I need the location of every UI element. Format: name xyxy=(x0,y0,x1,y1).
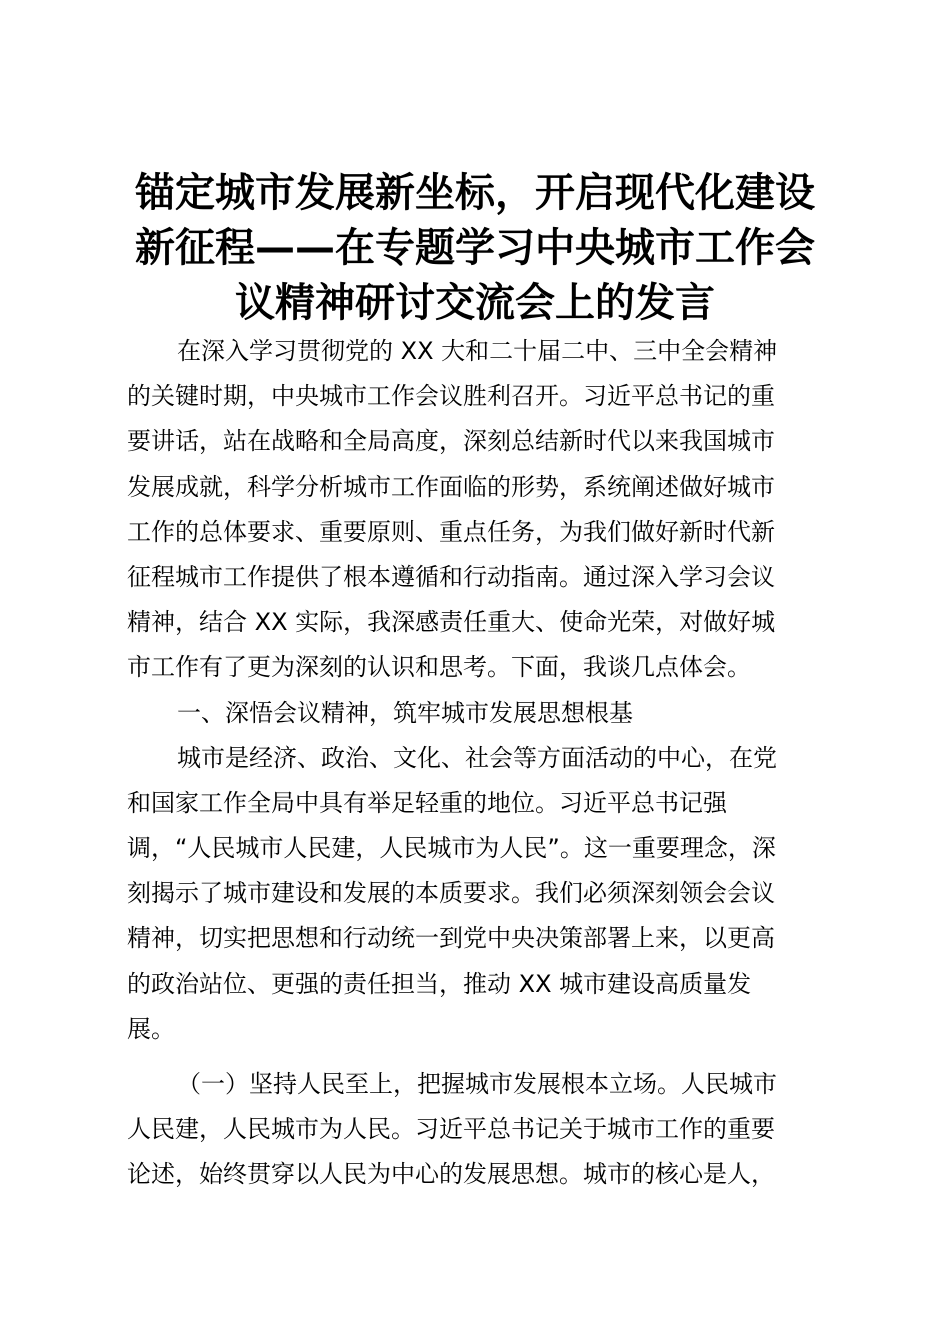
paragraph-line: 人民建，人民城市为人民。习近平总书记关于城市工作的重要 xyxy=(127,1115,775,1144)
paragraph-line: 工作的总体要求、重要原则、重点任务，为我们做好新时代新 xyxy=(127,517,775,546)
title-line-3: 议精神研讨交流会上的发言 xyxy=(235,280,715,326)
document-body xyxy=(127,329,827,1198)
paragraph-line: 城市是经济、政治、文化、社会等方面活动的中心，在党 xyxy=(177,743,777,772)
paragraph-line: 和国家工作全局中具有举足轻重的地位。习近平总书记强 xyxy=(127,788,727,817)
paragraph-line: 展。 xyxy=(127,1014,175,1043)
title-line-1: 锚定城市发展新坐标，开启现代化建设 xyxy=(135,170,815,216)
section-heading-text: 一、深悟会议精神，筑牢城市发展思想根基 xyxy=(177,698,633,727)
paragraph-subsection-1 xyxy=(127,1062,827,1198)
paragraph-line: 精神，切实把思想和行动统一到党中央决策部署上来，以更高 xyxy=(127,924,775,953)
section-heading-1 xyxy=(127,691,827,736)
title-line-2: 新征程——在专题学习中央城市工作会 xyxy=(135,225,815,271)
paragraph-line: 精神，结合 XX 实际，我深感责任重大、使命光荣，对做好城 xyxy=(127,608,776,637)
paragraph-line: 在深入学习贯彻党的 XX 大和二十届二中、三中全会精神 xyxy=(177,337,778,365)
document-title xyxy=(118,166,832,331)
paragraph-section-1 xyxy=(127,736,827,1052)
paragraph-line: 市工作有了更为深刻的认识和思考。下面，我谈几点体会。 xyxy=(127,653,751,682)
paragraph-line: 的政治站位、更强的责任担当，推动 XX 城市建设高质量发 xyxy=(127,969,752,998)
paragraph-intro xyxy=(127,329,827,691)
paragraph-line: （一）坚持人民至上，把握城市发展根本立场。人民城市 xyxy=(177,1070,777,1098)
paragraph-gap xyxy=(127,1052,827,1062)
paragraph-line: 征程城市工作提供了根本遵循和行动指南。通过深入学习会议 xyxy=(127,562,775,591)
paragraph-line: 要讲话，站在战略和全局高度，深刻总结新时代以来我国城市 xyxy=(127,427,775,456)
paragraph-line: 刻揭示了城市建设和发展的本质要求。我们必须深刻领会会议 xyxy=(127,879,775,908)
paragraph-line: 发展成就，科学分析城市工作面临的形势，系统阐述做好城市 xyxy=(127,472,775,501)
paragraph-line: 调，“人民城市人民建，人民城市为人民”。这一重要理念，深 xyxy=(127,834,776,863)
paragraph-line: 的关键时期，中央城市工作会议胜利召开。习近平总书记的重 xyxy=(127,382,775,411)
paragraph-line: 论述，始终贯穿以人民为中心的发展思想。城市的核心是人， xyxy=(127,1160,775,1189)
